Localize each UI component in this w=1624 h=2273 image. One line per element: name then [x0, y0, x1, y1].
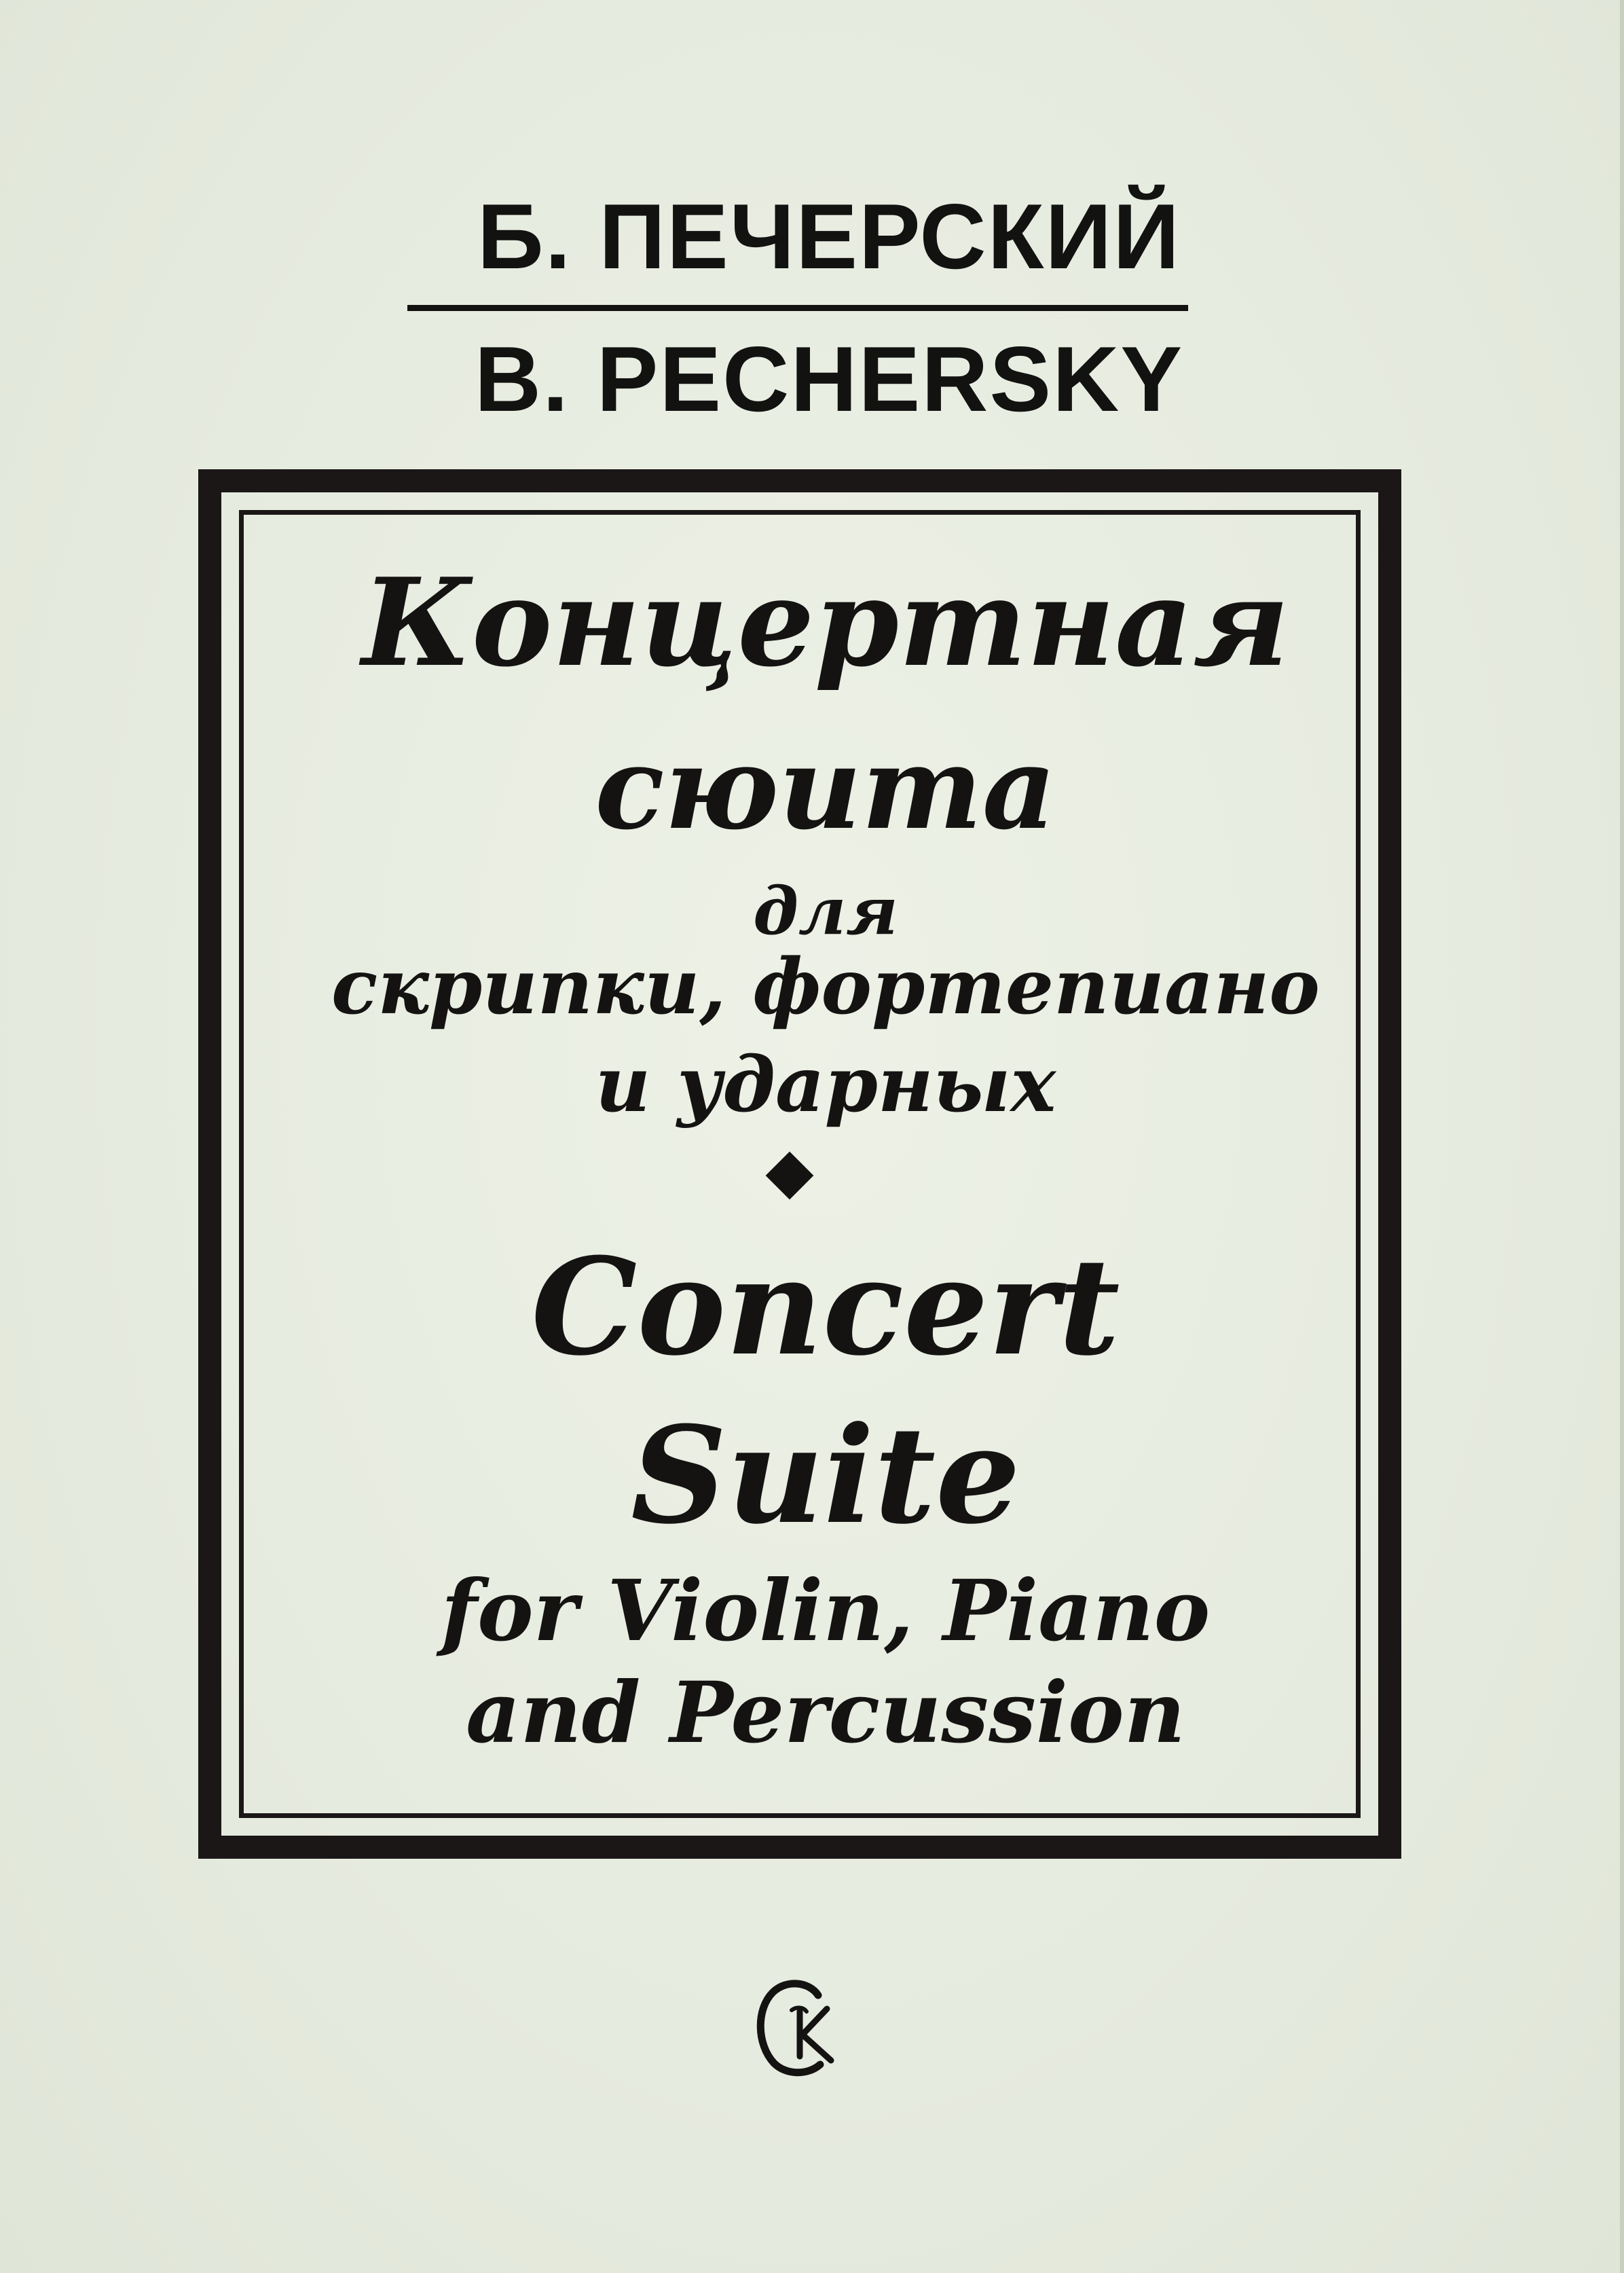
title-english-line-2: Suite — [631, 1398, 1020, 1554]
subtitle-english-line-2: and Percussion — [466, 1664, 1185, 1762]
subtitle-russian-line-1: для — [753, 873, 898, 949]
title-russian-line-1: Концертная — [361, 551, 1290, 693]
author-divider — [407, 305, 1188, 311]
subtitle-english-line-1: for Violin, Piano — [441, 1562, 1211, 1660]
author-name-russian: Б. ПЕЧЕРСКИЙ — [477, 185, 1181, 288]
subtitle-russian-line-3: и ударных — [595, 1040, 1056, 1129]
subtitle-russian-line-2: скрипки, фортепиано — [331, 943, 1320, 1032]
publisher-monogram-icon — [747, 1969, 849, 2085]
title-english-line-1: Concert — [531, 1229, 1120, 1385]
title-russian-line-2: сюита — [595, 721, 1056, 855]
author-name-english: B. PECHERSKY — [474, 327, 1184, 431]
